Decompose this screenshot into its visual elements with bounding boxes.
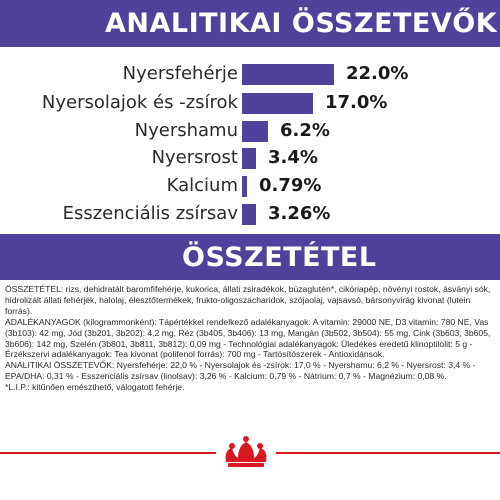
composition-text [5,284,495,393]
analysis-label: Nyershamu [134,120,238,141]
analysis-row [0,147,500,169]
additives-paragraph: ADALÉKANYAGOK (kilogrammonként): Tápértékkel rendelkező adalékanyagok: A vitamin: 29000 NE, D3 vitamin: 780 NE, Vas (3b103): 42 mg, Jód (3b201, 3b202): 4,2 mg, Réz (3b405, 3b406): 13 mg, Mangán (3b502, 3b504): 55 mg, Cink (3b603, 3b605, 3b606): 142 mg, Szelén (3b801, 3b811, 3b812): 0,09 mg - Technológiai adalékanyagok: Üledékes eredetű klinoptilolit: 5 g - Érzékszervi adalékanyagok: Tea kivonat (polifenol forrás): 700 mg - Tartósítószerek - Antioxidánsok. [5,316,491,360]
analysis-label: Nyersrost [151,147,238,168]
analysis-bar [242,93,313,114]
analysis-row [0,175,500,197]
analysis-row [0,92,500,114]
composition-paragraph: ÖSSZETÉTEL: rizs, dehidratált baromfifehérje, kukorica, állati zsiradékok, búzaglutén*, cikóriapép, növényi rostok, ásványi sók, hidrolizált állati fehérjék, halolaj, élesztőtermékek, frukto-oligoszacharidok, szójaolaj, vajsavsó, bársonyvirág kivonat (lutein forrás). [5,284,491,316]
analysis-bar [242,176,247,197]
analysis-value: 22.0% [346,63,409,84]
composition-banner [0,234,500,280]
analysis-row [0,63,500,85]
analysis-value: 6.2% [280,120,330,141]
analysis-chart [0,60,500,230]
analysis-bar [242,204,256,225]
analysis-value: 0.79% [259,175,322,196]
analysis-value: 3.4% [268,147,318,168]
analysis-title: ANALITIKAI ÖSSZETEVŐK [105,8,498,39]
composition-title: ÖSSZETÉTEL [182,241,377,273]
analysis-label: Nyersolajok és -zsírok [41,92,238,113]
analysis-value: 3.26% [268,203,331,224]
analysis-bar [242,121,268,142]
crown-logo-icon [216,432,276,472]
analysis-value: 17.0% [325,92,388,113]
footnote: *L.I.P.: kitűnően emészthető, válogatott fehérje. [5,382,185,393]
analysis-label: Nyersfehérje [122,63,238,84]
analysis-bar [242,64,334,85]
analysis-bar [242,148,256,169]
analysis-banner [0,0,500,47]
analysis-label: Esszenciális zsírsav [62,203,238,224]
analytical-paragraph: ANALITIKAI ÖSSZETEVŐK: Nyersfehérje: 22,0 % - Nyersolajok és -zsírok: 17,0 % - Nyershamu: 6,2 % - Nyersrost: 3,4 % - EPA/DHA: 0,31 % - Esszenciális zsírsav (linolsav): 3,26 % - Kalcium: 0,79 % - Nátrium: 0,7 % - Magnézium: 0,08 %. [5,360,476,382]
analysis-label: Kalcium [166,175,238,196]
analysis-row [0,120,500,142]
analysis-row [0,203,500,225]
